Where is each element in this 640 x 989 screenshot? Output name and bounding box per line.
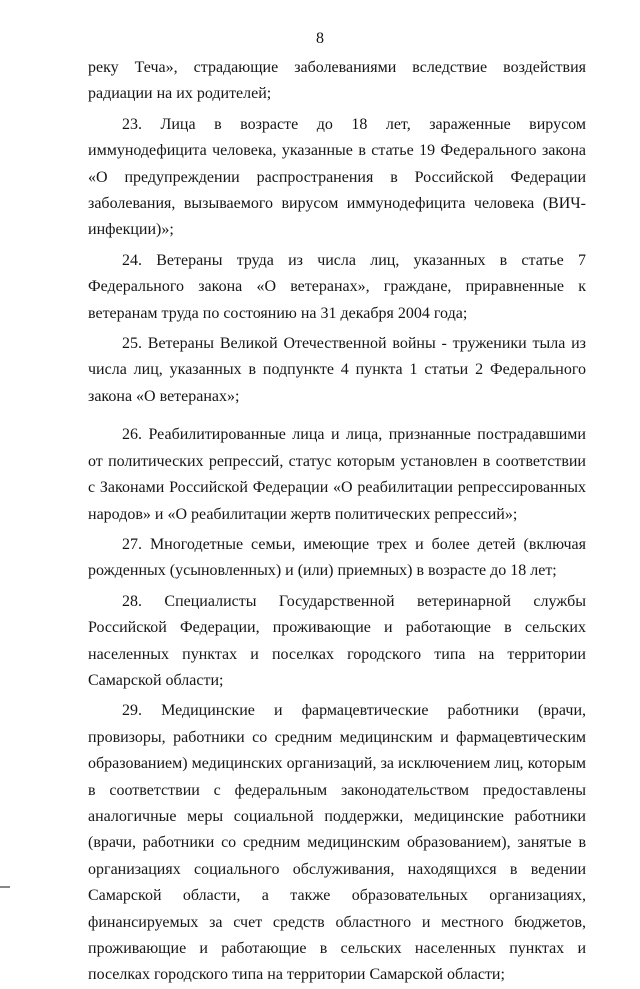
document-body <box>88 55 586 989</box>
paragraph-item-27: 27. Многодетные семьи, имеющие трех и более детей (включая рожденных (усыновленных) и (или) приемных) в возрасте до 18 лет; <box>88 535 586 580</box>
page-number: 8 <box>316 30 324 47</box>
paragraph-item-25: 25. Ветераны Великой Отечественной войны - труженики тыла из числа лиц, указанных в подпункте 4 пункта 1 статьи 2 Федерального закона «О ветеранах»; <box>88 335 586 405</box>
paragraph-item-29: 29. Медицинские и фармацевтические работники (врачи, провизоры, работники со средним медицинским и фармацевтическим образованием) медицинских организаций, за исключением лиц, которым в соответствии с федеральным законодательством предоставлены аналогичные меры социальной поддержки, медицинские работники (врачи, работники со средним медицинским образованием), занятые в организациях социального обслуживания, находящихся в ведении Самарской области, а также образовательных организациях, финансируемых за счет средств областного и местного бюджетов, проживающие и работающие в сельских населенных пунктах и поселках городского типа на территории Самарской области; <box>88 702 586 984</box>
paragraph-item-26: 26. Реабилитированные лица и лица, признанные пострадавшими от политических репрессий, статус которым установлен в соответствии с Законами Российской Федерации «О реабилитации репрессированных народов» и «О реабилитации жертв политических репрессий»; <box>88 426 586 523</box>
paragraph-item-24: 24. Ветераны труда из числа лиц, указанных в статье 7 Федерального закона «О ветеранах», граждане, приравненные к ветеранам труда по состоянию на 31 декабря 2004 года; <box>88 251 586 322</box>
scan-edge-mark <box>0 886 10 888</box>
paragraph-item-28: 28. Специалисты Государственной ветеринарной службы Российской Федерации, проживающие и работающие в сельских населенных пунктах и поселках городского типа на территории Самарской области; <box>88 592 586 689</box>
paragraph-continuation: реку Теча», страдающие заболеваниями вследствие воздействия радиации на их родителей; <box>88 59 586 103</box>
paragraph-item-23: 23. Лица в возрасте до 18 лет, зараженные вирусом иммунодефицита человека, указанные в статье 19 Федерального закона «О предупреждении распространения в Российской Федерации заболевания, вызываемого вирусом иммунодефицита человека (ВИЧ-инфекции)»; <box>88 115 586 239</box>
